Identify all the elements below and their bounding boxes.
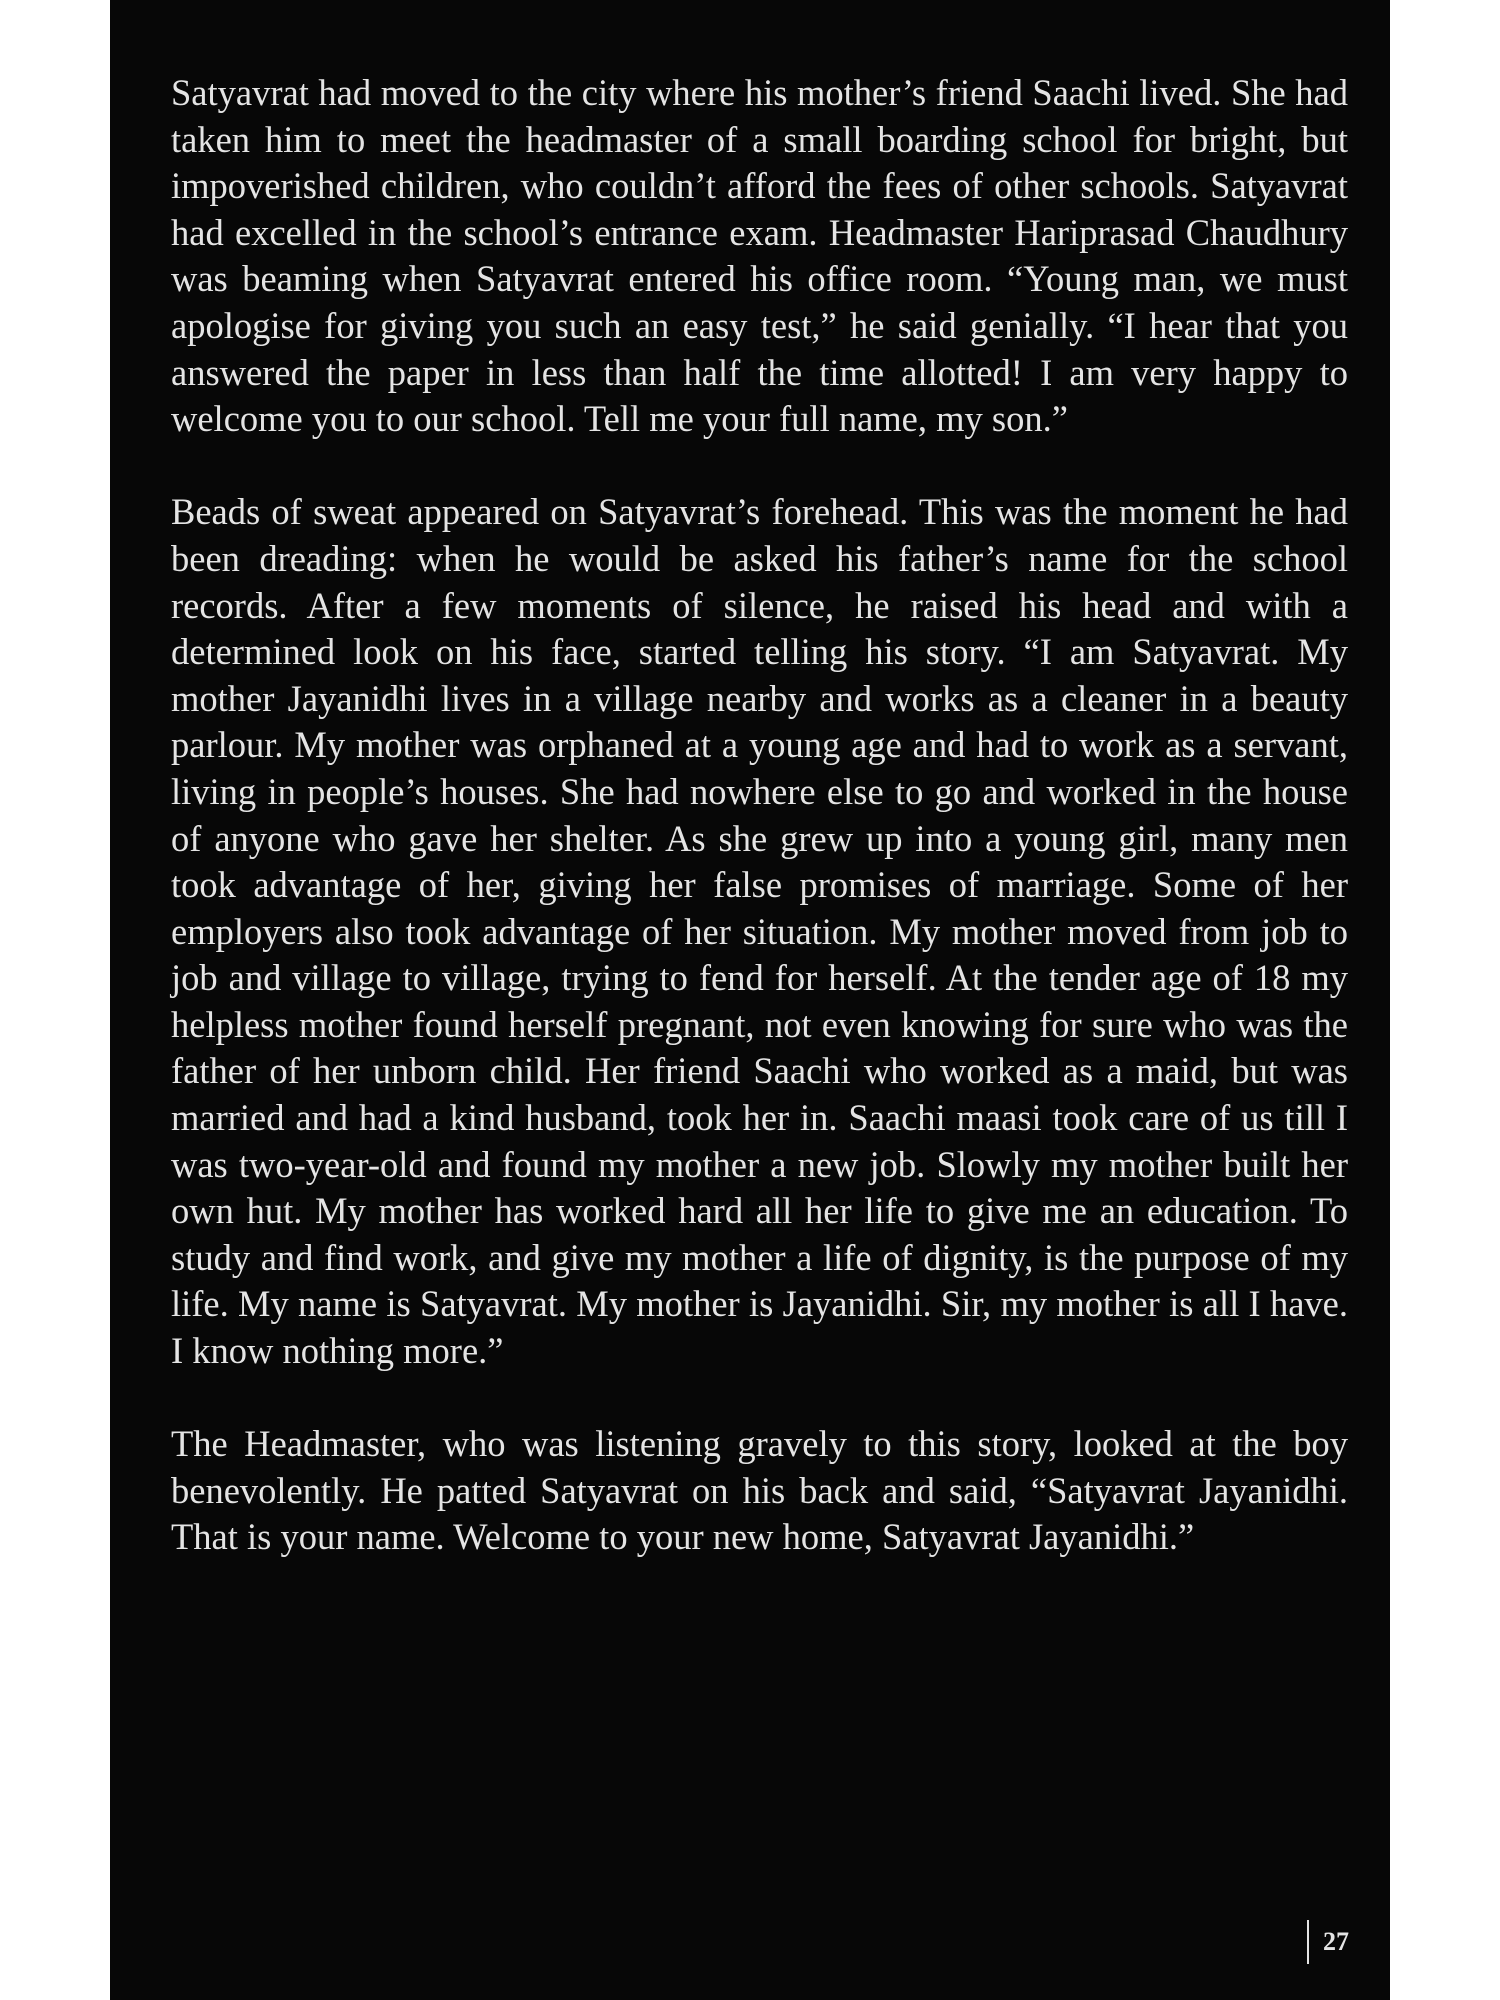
paragraph-3: The Headmaster, who was listening gravely to this story, looked at the boy benevolently. He patted Satyavrat on his back and said, “Satyavrat Jayanidhi. That is your name. Welcome to your new home, Satyavrat Jayanidhi.”	[171, 1423, 1348, 1558]
page-number-rule	[1307, 1920, 1309, 1964]
book-page	[110, 0, 1390, 2000]
paragraph-1: Satyavrat had moved to the city where his mother’s friend Saachi lived. She had taken him to meet the headmaster of a small boarding school for bright, but impoverished children, who couldn’t afford the fees of other schools. Satyavrat had excelled in the school’s entrance exam. Headmaster Hariprasad Chaudhury was beaming when Satyavrat entered his office room. “Young man, we must apologise for giving you such an easy test,” he said genially. “I hear that you answered the paper in less than half the time allotted! I am very happy to welcome you to our school. Tell me your full name, my son.”	[171, 72, 1348, 440]
page-number: 27	[1323, 1927, 1349, 1956]
paragraph-2: Beads of sweat appeared on Satyavrat’s forehead. This was the moment he had been dreading: when he would be asked his father’s name for the school records. After a few moments of silence, he raised his head and with a determined look on his face, started telling his story. “I am Satyavrat. My mother Jayanidhi lives in a village nearby and works as a cleaner in a beauty parlour. My mother was orphaned at a young age and had to work as a servant, living in people’s houses. She had nowhere else to go and worked in the house of anyone who gave her shelter. As she grew up into a young girl, many men took advantage of her, giving her false promises of marriage. Some of her employers also took advantage of her situation. My mother moved from job to job and village to village, trying to fend for herself. At the tender age of 18 my helpless mother found herself pregnant, not even knowing for sure who was the father of her unborn child. Her friend Saachi who worked as a maid, but was married and had a kind husband, took her in. Saachi maasi took care of us till I was two-year-old and found my mother a new job. Slowly my mother built her own hut. My mother has worked hard all her life to give me an education. To study and find work, and give my mother a life of dignity, is the purpose of my life. My name is Satyavrat. My mother is Jayanidhi. Sir, my mother is all I have. I know nothing more.”	[171, 491, 1348, 1372]
page-footer	[1307, 1920, 1349, 1964]
body-text	[171, 70, 1348, 1608]
